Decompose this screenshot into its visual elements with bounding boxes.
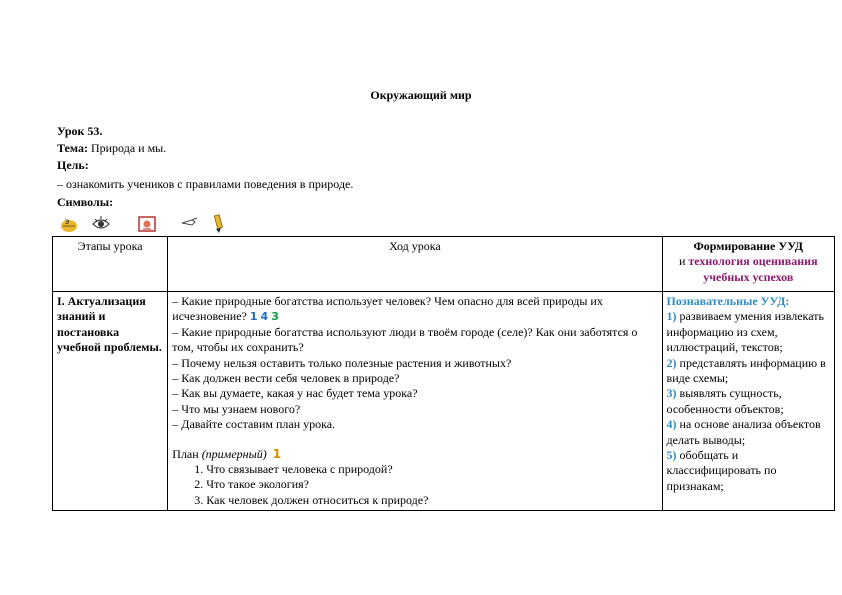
lesson-number [57, 124, 102, 139]
header-formation [662, 237, 834, 292]
uud-item-number: 5) [666, 448, 677, 463]
question-1 [172, 294, 657, 325]
lesson-table [52, 236, 835, 511]
question-5: – Как вы думаете, какая у нас будет тема урока? [172, 386, 418, 401]
uud-title: Познавательные УУД: [666, 294, 790, 308]
symbols-label: Символы: [57, 195, 114, 209]
question-3: – Почему нельзя оставить только полезные растения и животных? [172, 355, 512, 370]
plan-heading [172, 447, 657, 462]
question-2: – Какие природные богатства используют люди в твоём городе (селе)? Как они заботятся о том, чтобы их сохранить? [172, 324, 638, 355]
plan-mark: 1 [272, 446, 282, 461]
uud-item-text: обобщать и классифицировать по признакам; [666, 448, 777, 493]
theme-label: Тема: [57, 141, 88, 155]
eye-icon [92, 214, 110, 234]
pointer-hand-icon [180, 214, 198, 234]
lesson-label: Урок 53. [57, 124, 103, 138]
uud-cell [662, 292, 834, 511]
question-6: – Что мы узнаем нового? [172, 401, 301, 416]
uud-item [667, 448, 830, 494]
table-header-row [53, 237, 835, 292]
mark-3: 3 [271, 310, 279, 324]
picture-icon [138, 214, 156, 234]
course-cell [168, 292, 662, 511]
header-course: Ход урока [168, 237, 662, 292]
uud-item-number: 2) [666, 355, 677, 370]
table-row [53, 292, 835, 511]
list-item: 1. Что связывает человека с природой? [206, 462, 657, 477]
uud-item-text: на основе анализа объектов делать выводы; [666, 417, 821, 447]
plan-list [172, 462, 657, 508]
goal-heading [57, 158, 89, 173]
symbols-heading [57, 195, 113, 210]
header-formation-title: Формирование УУД [693, 239, 804, 253]
question-1-text: – Какие природные богатства использует человек? Чем опасно для всей природы их исчезновение? [172, 294, 603, 324]
uud-item-text: выявлять сущность, особенности объектов; [666, 386, 784, 416]
uud-item-number: 4) [666, 417, 677, 432]
mark-4: 4 [260, 310, 269, 324]
svg-text:Э: Э [65, 219, 70, 226]
uud-item [667, 356, 830, 387]
uud-item [667, 386, 830, 417]
theme-value: Природа и мы. [87, 141, 167, 155]
question-7: – Давайте составим план урока. [172, 417, 336, 432]
uud-item-number: 3) [666, 386, 677, 401]
pencil-icon [210, 214, 228, 234]
list-item: 2. Что такое экология? [206, 477, 657, 492]
read-aloud-icon [60, 214, 78, 234]
plan-note: (примерный) [201, 446, 267, 461]
mark-1: 1 [249, 310, 258, 324]
page-title: Окружающий мир [370, 88, 472, 102]
goal-label: Цель: [57, 158, 89, 172]
goal-text: – ознакомить учеников с правилами поведения в природе. [57, 177, 354, 191]
stage-cell: I. Актуализация знаний и постановка учебной проблемы. [53, 292, 168, 511]
uud-item-number: 1) [666, 309, 677, 324]
lesson-theme [57, 141, 166, 156]
uud-item [667, 417, 830, 448]
uud-item [667, 309, 830, 355]
uud-item-text: представлять информацию в виде схемы; [666, 355, 826, 386]
header-formation-tech: технология оценивания учебных успехов [688, 254, 818, 284]
uud-item-text: развиваем умения извлекать информацию из схем, иллюстраций, текстов; [666, 309, 824, 355]
plan-label: План [172, 446, 202, 461]
question-4: – Как должен вести себя человек в природе? [172, 371, 400, 386]
list-item: 3. Как человек должен относиться к природе? [206, 493, 657, 508]
header-formation-and: и [678, 254, 689, 269]
header-stages: Этапы урока [53, 237, 168, 292]
